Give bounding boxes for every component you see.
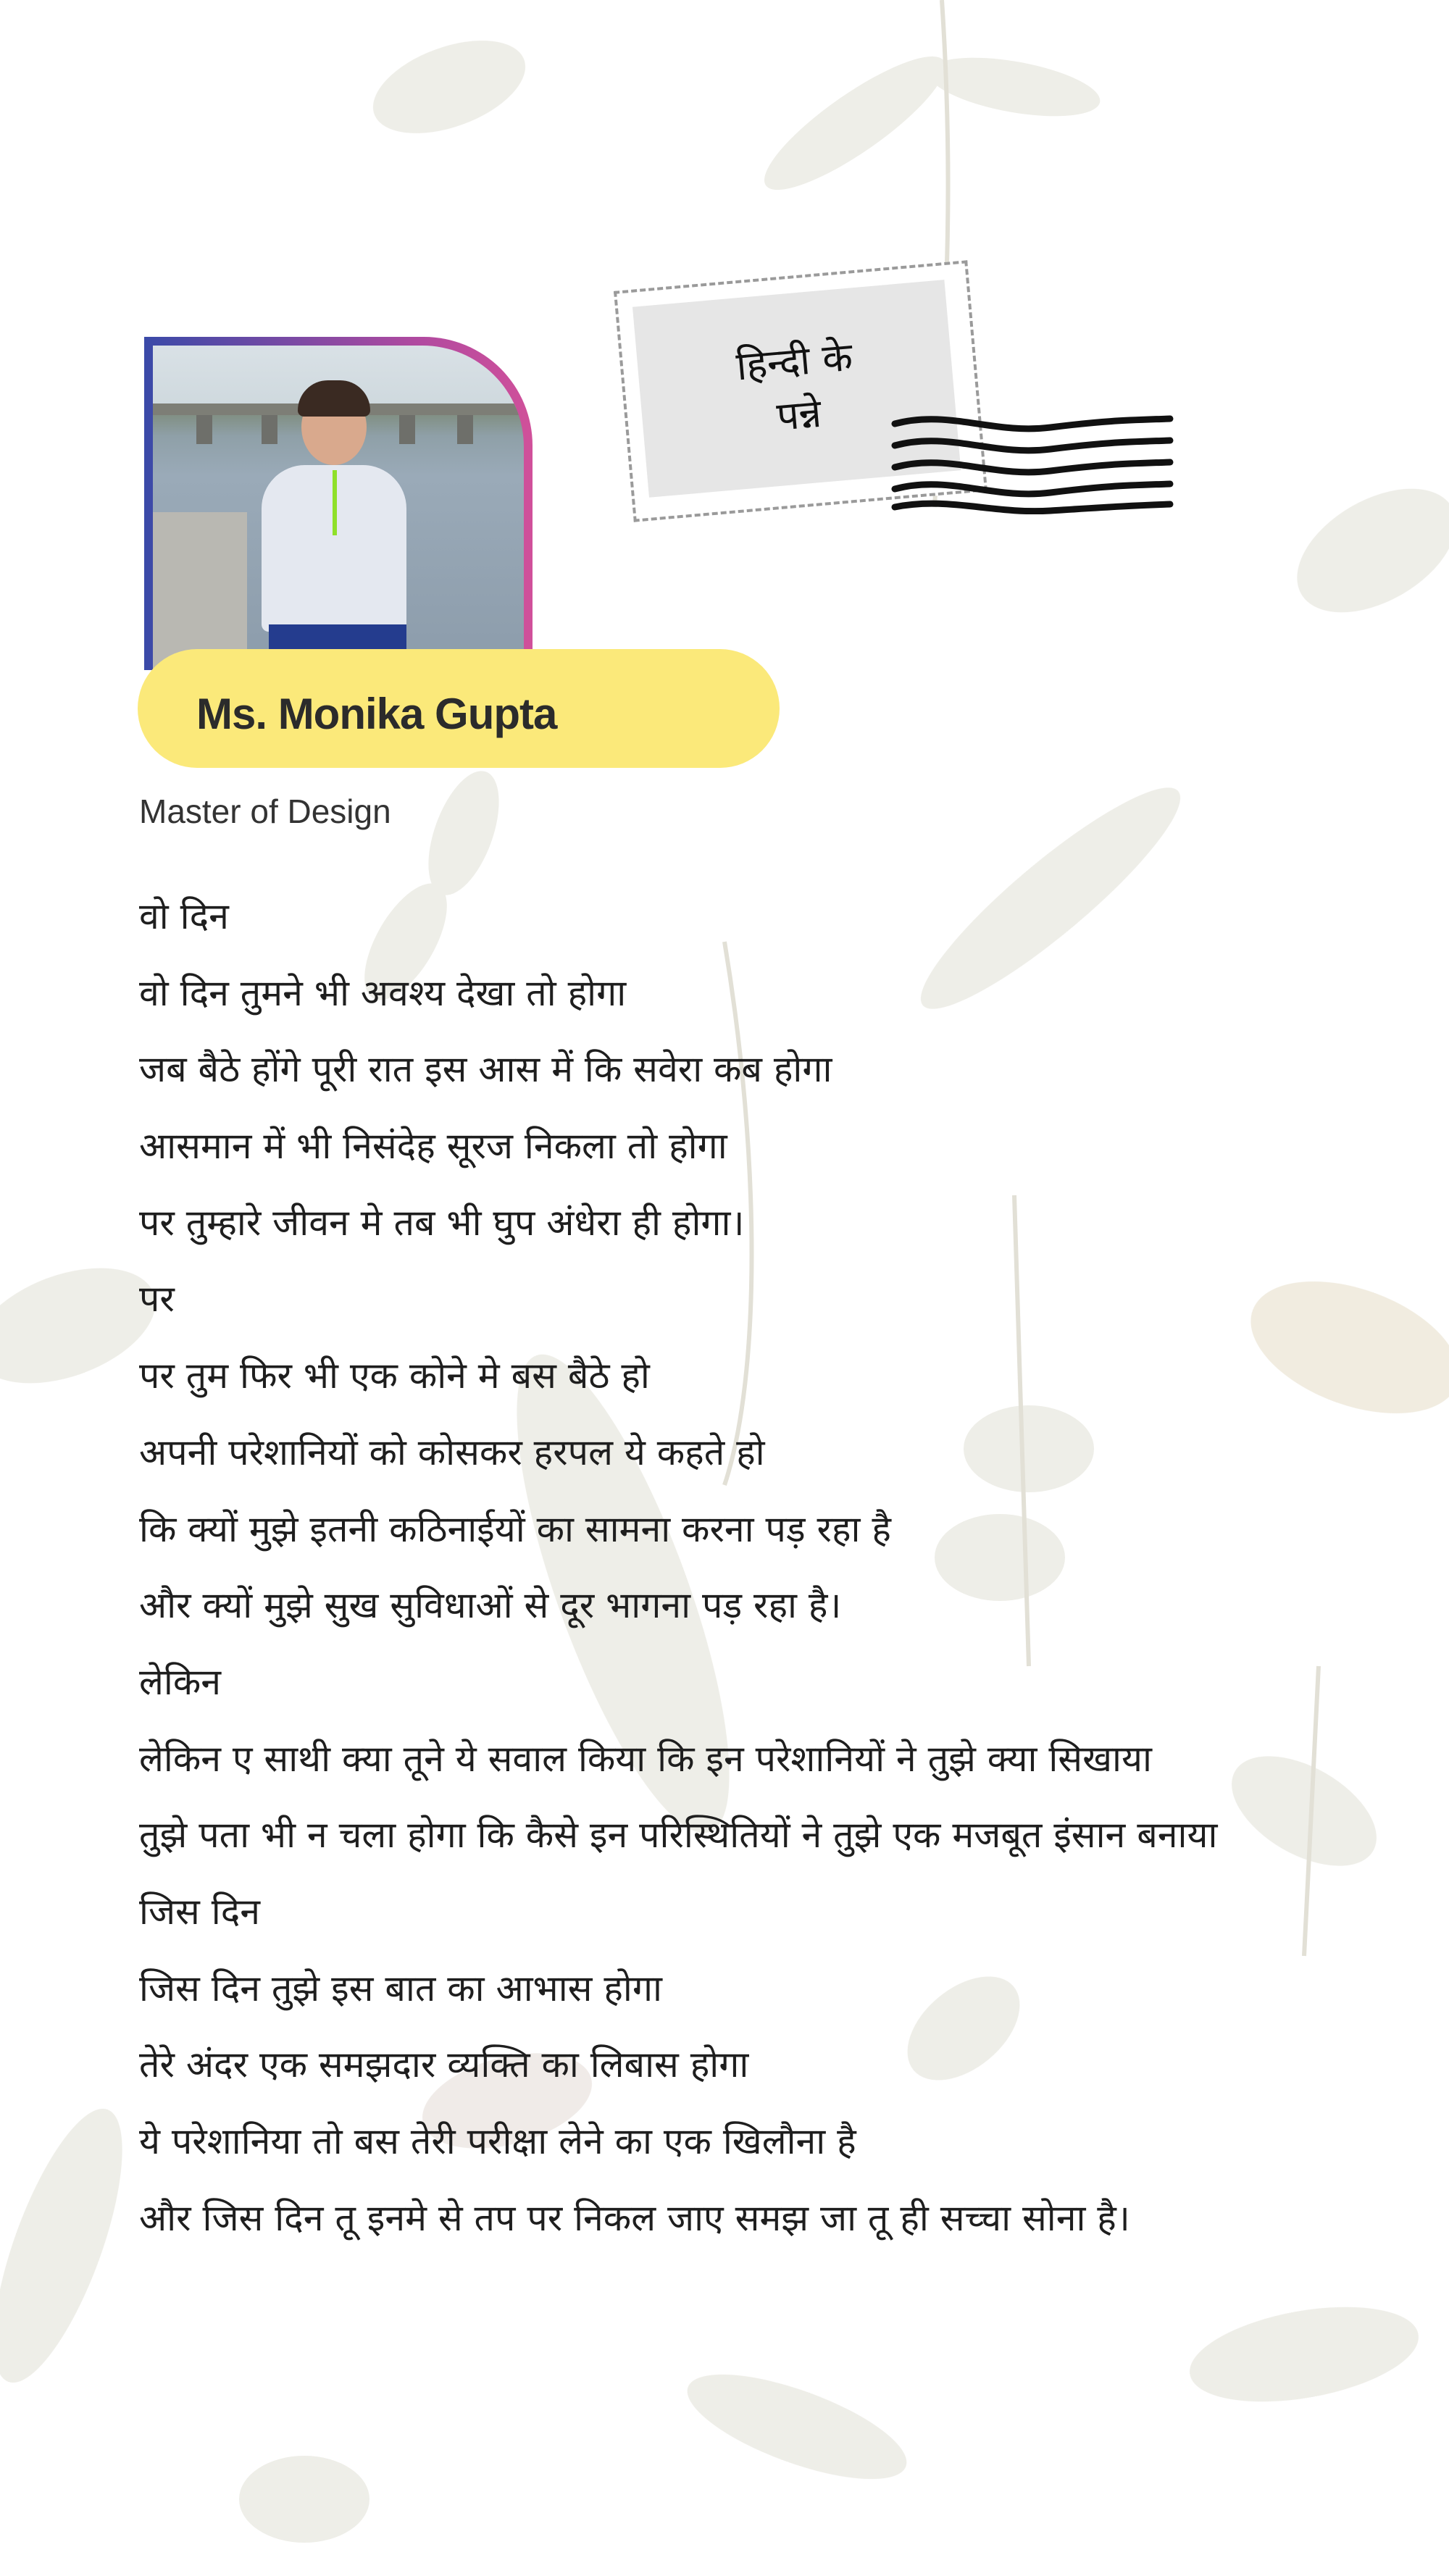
poem-line: अपनी परेशानियों को कोसकर हरपल ये कहते हो — [139, 1431, 765, 1473]
author-name: Ms. Monika Gupta — [196, 690, 557, 738]
author-degree: Master of Design — [139, 793, 391, 830]
poem-line: वो दिन तुमने भी अवश्य देखा तो होगा — [139, 971, 627, 1014]
poem-line: आसमान में भी निसंदेह सूरज निकला तो होगा — [139, 1125, 727, 1168]
stamp-title: हिन्दी के पन्ने — [734, 333, 855, 440]
author-photo-frame — [144, 337, 533, 670]
poem-line: तेरे अंदर एक समझदार व्यक्ति का लिबास होगा — [139, 2044, 749, 2086]
poem — [139, 879, 1217, 2257]
poem-line: जिस दिन — [139, 1890, 260, 1933]
poem-line: और क्यों मुझे सुख सुविधाओं से दूर भागना पड़ रहा है। — [139, 1584, 842, 1627]
poem-line: पर तुम्हारे जीवन मे तब भी घुप अंधेरा ही होगा। — [139, 1201, 745, 1244]
poem-line: लेकिन — [139, 1660, 221, 1703]
poem-line: जिस दिन तुझे इस बात का आभास होगा — [139, 1967, 662, 2010]
author-photo — [153, 346, 524, 670]
poem-line: तुझे पता भी न चला होगा कि कैसे इन परिस्थितियों ने तुझे एक मजबूत इंसान बनाया — [139, 1814, 1218, 1857]
poem-line: ये परेशानिया तो बस तेरी परीक्षा लेने का एक खिलौना है — [139, 2120, 856, 2162]
poem-line: कि क्यों मुझे इतनी कठिनाईयों का सामना करना पड़ रहा है — [139, 1507, 891, 1550]
poem-line: लेकिन ए साथी क्या तूने ये सवाल किया कि इन परेशानियों ने तुझे क्या सिखाया — [139, 1737, 1152, 1780]
poem-line: पर — [139, 1278, 175, 1321]
postmark-lines-icon — [891, 406, 1174, 514]
poem-line: वो दिन — [139, 895, 229, 937]
poem-line: पर तुम फिर भी एक कोने मे बस बैठे हो — [139, 1355, 650, 1397]
poem-line: और जिस दिन तू इनमे से तप पर निकल जाए समझ जा तू ही सच्चा सोना है। — [139, 2196, 1130, 2239]
poem-line: जब बैठे होंगे पूरी रात इस आस में कि सवेरा कब होगा — [139, 1048, 832, 1091]
